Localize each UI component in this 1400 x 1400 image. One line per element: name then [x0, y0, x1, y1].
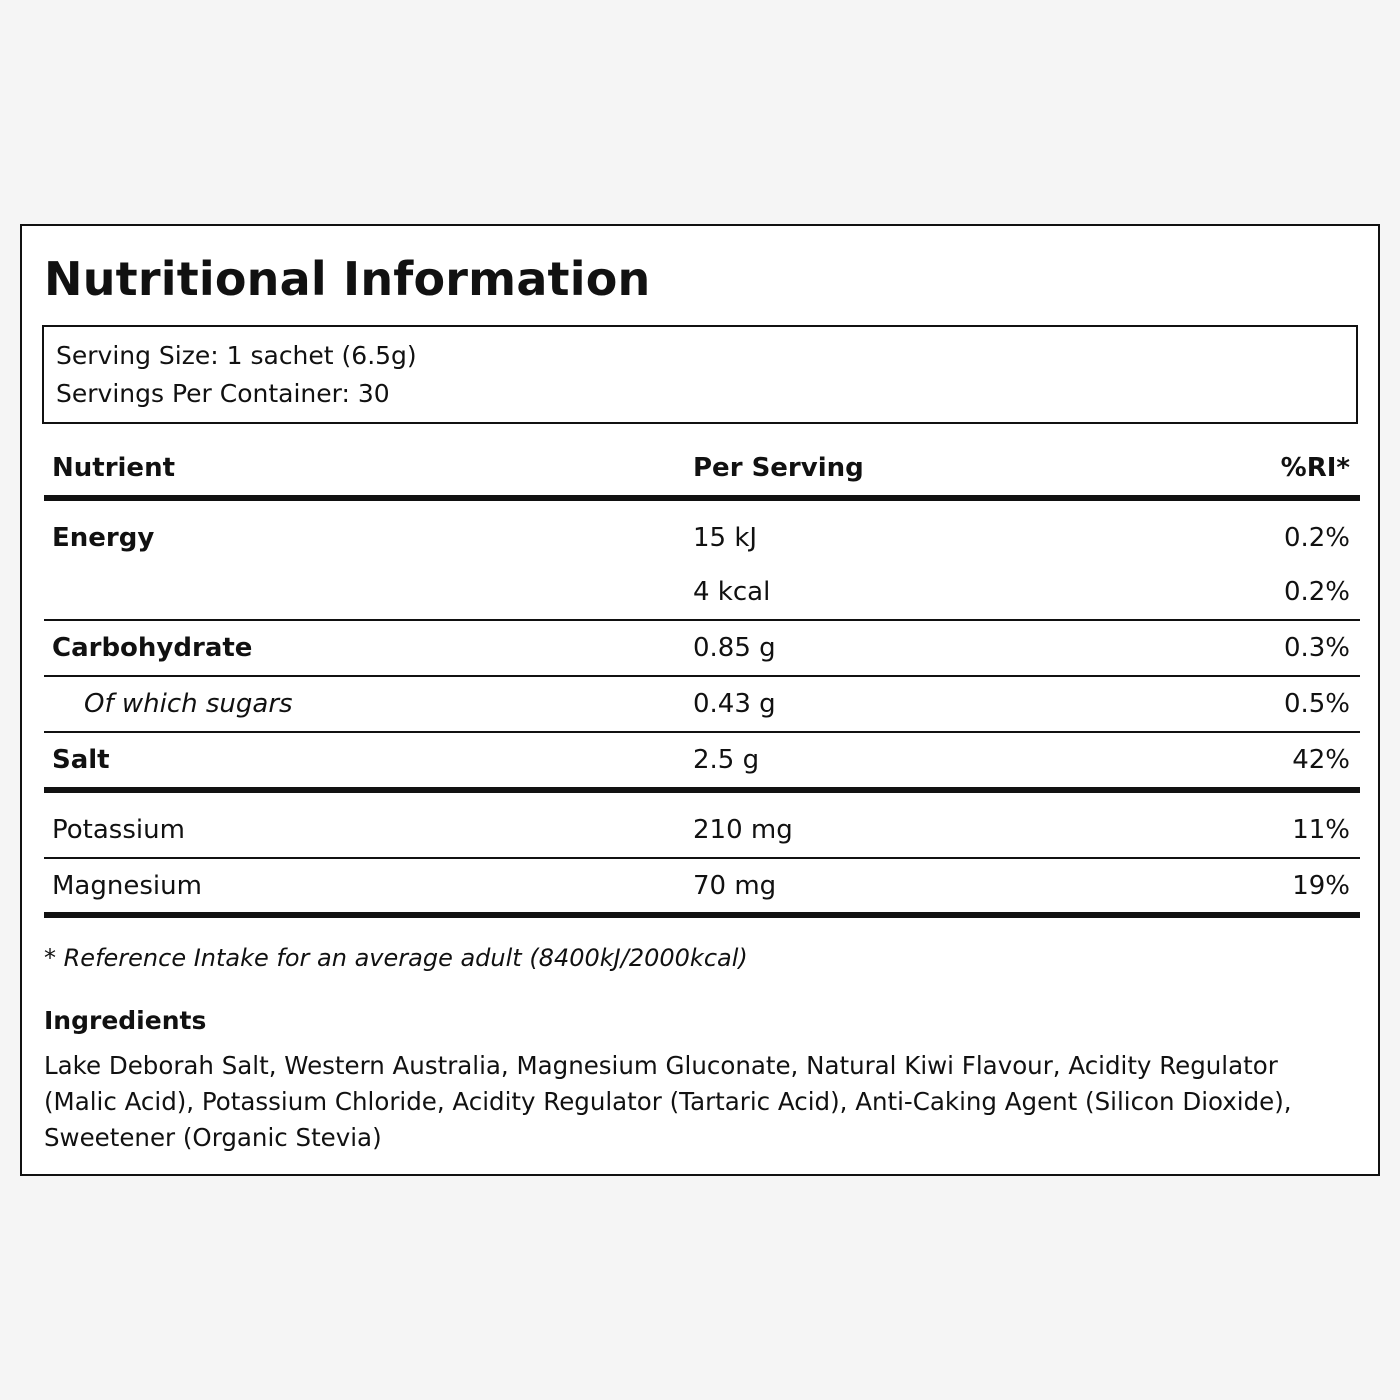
- ingredients-heading: Ingredients: [44, 1006, 207, 1035]
- row-sugars-ri: 0.5%: [1283, 689, 1350, 719]
- servings-per-container: Servings Per Container: 30: [56, 379, 390, 408]
- page-title: Nutritional Information: [44, 252, 651, 306]
- row-salt-value: 2.5 g: [693, 745, 760, 775]
- row-energy-kcal-value: 4 kcal: [693, 577, 771, 607]
- reference-intake-footnote: * Reference Intake for an average adult (8400kJ/2000kcal): [44, 944, 748, 972]
- row-potassium-ri: 11%: [1292, 815, 1350, 845]
- row-carbohydrate-name: Carbohydrate: [52, 633, 253, 663]
- serving-size: Serving Size: 1 sachet (6.5g): [56, 341, 417, 370]
- row-magnesium-value: 70 mg: [693, 871, 777, 901]
- header-ri: %RI*: [1280, 453, 1350, 483]
- serving-info-box: [42, 325, 1358, 424]
- row-salt-name: Salt: [52, 745, 110, 775]
- row-energy-kj-value: 15 kJ: [693, 523, 758, 553]
- row-potassium-name: Potassium: [52, 815, 185, 845]
- header-nutrient: Nutrient: [52, 453, 176, 483]
- row-energy-kcal-ri: 0.2%: [1283, 577, 1350, 607]
- row-energy-name: Energy: [52, 523, 155, 553]
- row-magnesium-name: Magnesium: [52, 871, 202, 901]
- row-divider: [44, 857, 1360, 859]
- row-salt-ri: 42%: [1292, 745, 1350, 775]
- nutrition-label-panel: [20, 224, 1380, 1176]
- header-divider: [44, 495, 1360, 501]
- row-potassium-value: 210 mg: [693, 815, 793, 845]
- row-sugars-value: 0.43 g: [693, 689, 776, 719]
- row-sugars-name: Of which sugars: [84, 689, 293, 719]
- header-per-serving: Per Serving: [693, 453, 864, 483]
- row-carbohydrate-value: 0.85 g: [693, 633, 776, 663]
- row-carbohydrate-ri: 0.3%: [1283, 633, 1350, 663]
- row-magnesium-ri: 19%: [1292, 871, 1350, 901]
- table-bottom-divider: [44, 912, 1360, 918]
- row-divider: [44, 619, 1360, 621]
- ingredients-text: Lake Deborah Salt, Western Australia, Magnesium Gluconate, Natural Kiwi Flavour, Acidity Regulator (Malic Acid), Potassium Chloride, Acidity Regulator (Tartaric Acid), Anti-Caking Agent (Silicon Dioxide), Sweetener (Organic Stevia): [44, 1051, 1292, 1152]
- section-divider: [44, 787, 1360, 793]
- row-divider: [44, 731, 1360, 733]
- row-divider: [44, 675, 1360, 677]
- row-energy-kj-ri: 0.2%: [1283, 523, 1350, 553]
